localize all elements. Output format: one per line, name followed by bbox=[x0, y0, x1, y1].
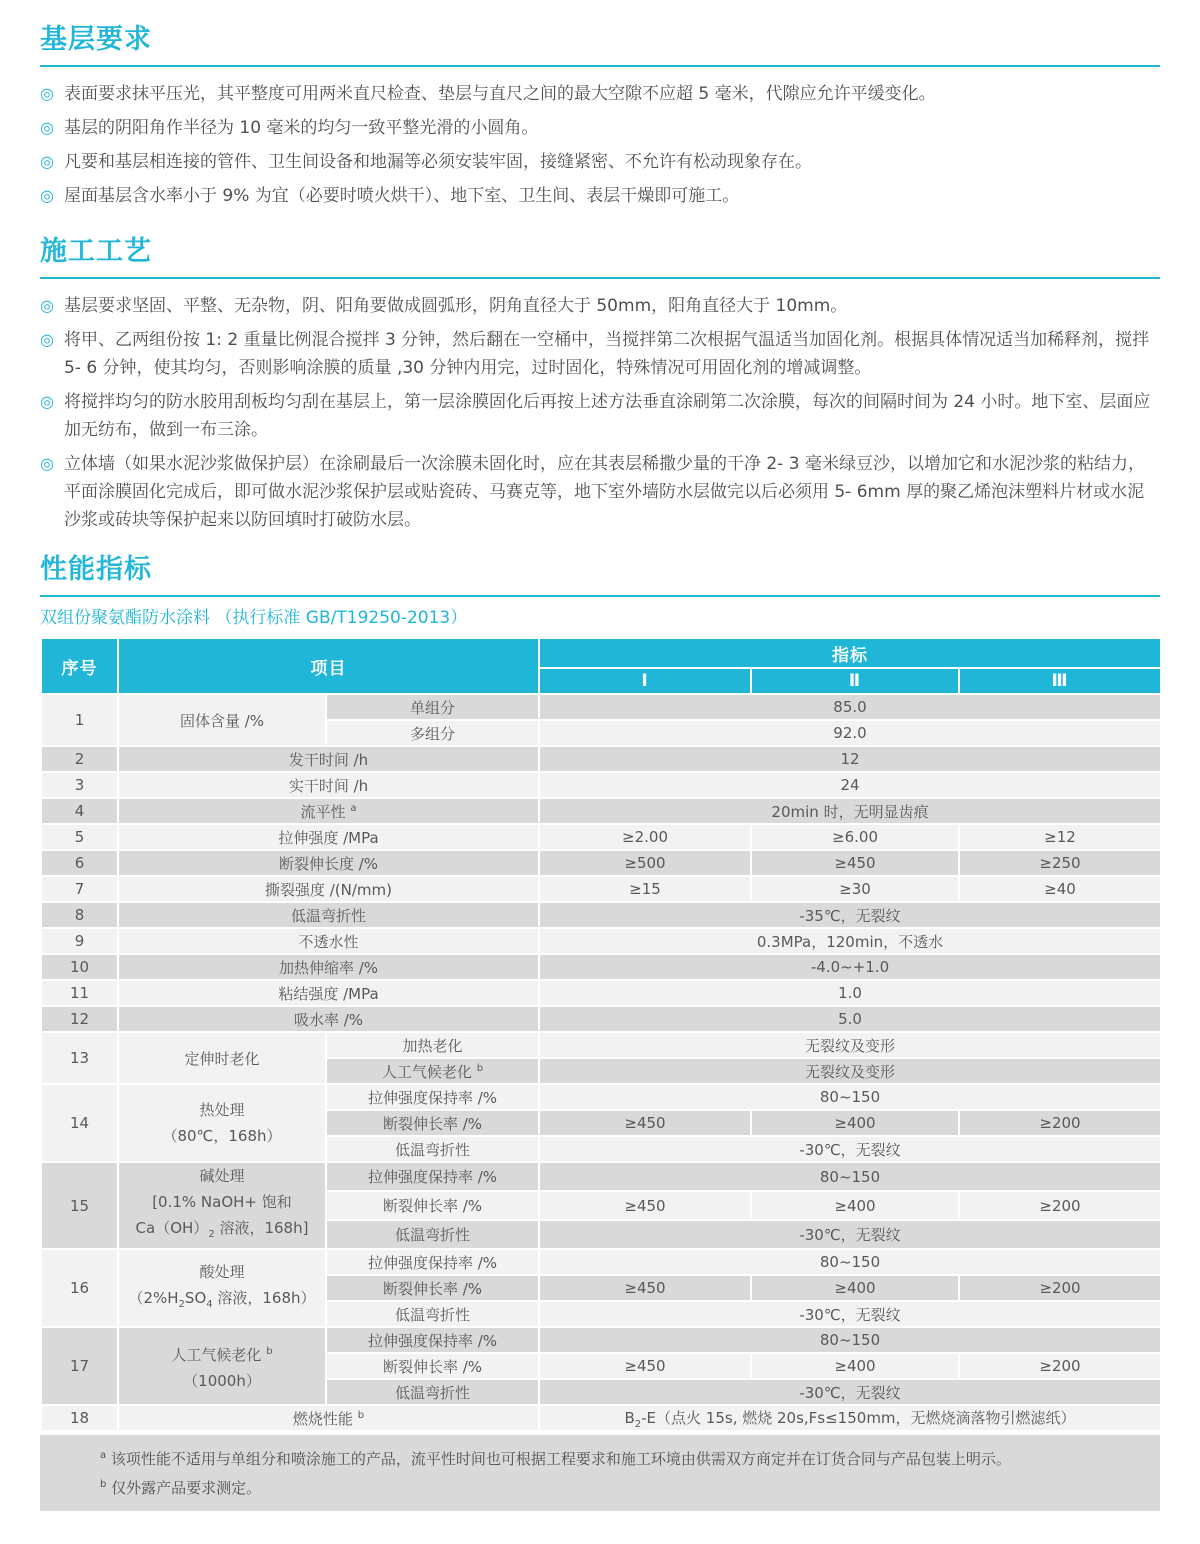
bullet-item bbox=[40, 388, 1160, 444]
chem-subscript: 2 bbox=[178, 1298, 185, 1310]
section-performance bbox=[40, 550, 1160, 1511]
r14-item-line-1: 热处理 bbox=[199, 1101, 245, 1119]
footnote-b-text: 仅外露产品要求测定。 bbox=[106, 1479, 262, 1497]
r2-seq: 2 bbox=[41, 746, 118, 772]
section-base-requirements bbox=[40, 20, 1160, 210]
r17-sub-3: 低温弯折性 bbox=[326, 1379, 539, 1405]
r9-item: 不透水性 bbox=[118, 928, 539, 954]
table-row bbox=[41, 876, 1161, 902]
r13-sub-1: 加热老化 bbox=[326, 1032, 539, 1058]
footnote-ref-b: b bbox=[476, 1062, 484, 1074]
r5-value-2: ≥6.00 bbox=[751, 824, 959, 850]
r17-sub-2: 断裂伸长率 /% bbox=[326, 1353, 539, 1379]
r12-seq: 12 bbox=[41, 1006, 118, 1032]
r16-item-line-1: 酸处理 bbox=[199, 1262, 245, 1281]
r4-value: 20min 时，无明显齿痕 bbox=[539, 798, 1161, 824]
table-row bbox=[41, 824, 1161, 850]
bullet-text: 基层的阴阳角作半径为 10 毫米的均匀一致平整光滑的小圆角。 bbox=[63, 118, 539, 138]
r17-item bbox=[118, 1327, 326, 1405]
ring-bullet-icon: ◎ bbox=[40, 296, 54, 315]
table-row bbox=[41, 1162, 1161, 1191]
r8-item: 低温弯折性 bbox=[118, 902, 539, 928]
r3-seq: 3 bbox=[41, 772, 118, 798]
r5-value-1: ≥2.00 bbox=[539, 824, 751, 850]
r15-item bbox=[118, 1162, 326, 1249]
r15-sub-1: 拉伸强度保持率 /% bbox=[326, 1162, 539, 1191]
r1-seq: 1 bbox=[41, 694, 118, 746]
ring-bullet-icon: ◎ bbox=[40, 186, 54, 205]
table-row bbox=[41, 1006, 1161, 1032]
table-footnotes bbox=[40, 1435, 1160, 1511]
r14-sub-2: 断裂伸长率 /% bbox=[326, 1110, 539, 1136]
r6-value-2: ≥450 bbox=[751, 850, 959, 876]
bullet-text: 凡要和基层相连接的管件、卫生间设备和地漏等必须安装牢固，接缝紧密、不允许有松动现象存在。 bbox=[63, 152, 812, 172]
r14-item-line-2: （80℃，168h） bbox=[162, 1127, 282, 1145]
r5-seq: 5 bbox=[41, 824, 118, 850]
footnote-marker-a: a bbox=[100, 1450, 107, 1461]
r14-sub-1: 拉伸强度保持率 /% bbox=[326, 1084, 539, 1110]
bullet-item bbox=[40, 450, 1160, 534]
footnote-ref-a: a bbox=[350, 802, 357, 814]
performance-spec-table bbox=[40, 637, 1162, 1432]
section-construction-process bbox=[40, 232, 1160, 534]
table-row bbox=[41, 1084, 1161, 1110]
r14-item bbox=[118, 1084, 326, 1162]
performance-subtitle: 双组份聚氨酯防水涂料 （执行标准 GB/T19250-2013） bbox=[40, 608, 468, 628]
bullet-text: 基层要求坚固、平整、无杂物，阴、阳角要做成圆弧形，阴角直径大于 50mm，阳角直径大于 10mm。 bbox=[63, 296, 848, 316]
footnote-a-text: 该项性能不适用与单组分和喷涂施工的产品，流平性时间也可根据工程要求和施工环境由供需双方商定并在订货合同与产品包装上明示。 bbox=[106, 1450, 1011, 1468]
r14-seq: 14 bbox=[41, 1084, 118, 1162]
r16-value-2b: ≥400 bbox=[751, 1275, 959, 1301]
header-grade-1: Ⅰ bbox=[539, 668, 751, 694]
r15-value-2b: ≥400 bbox=[751, 1191, 959, 1220]
r13-item: 定伸时老化 bbox=[118, 1032, 326, 1084]
r15-value-2a: ≥450 bbox=[539, 1191, 751, 1220]
r16-item-line-2c: 溶液，168h） bbox=[212, 1288, 316, 1307]
r16-seq: 16 bbox=[41, 1249, 118, 1327]
r16-item-line-2 bbox=[123, 1285, 321, 1318]
r14-sub-3: 低温弯折性 bbox=[326, 1136, 539, 1162]
r11-value: 1.0 bbox=[539, 980, 1161, 1006]
r18-value-b: -E（点火 15s, 燃烧 20s,Fs≤150mm，无燃烧滴落物引燃滤纸） bbox=[641, 1408, 1076, 1427]
r1-item: 固体含量 /% bbox=[118, 694, 326, 746]
ring-bullet-icon: ◎ bbox=[40, 152, 54, 171]
r13-value-1: 无裂纹及变形 bbox=[539, 1032, 1161, 1058]
r16-value-3: -30℃，无裂纹 bbox=[539, 1301, 1161, 1327]
r8-value: -35℃，无裂纹 bbox=[539, 902, 1161, 928]
footnote-marker-b: b bbox=[100, 1479, 107, 1490]
table-row bbox=[41, 1327, 1161, 1353]
r4-item bbox=[118, 798, 539, 824]
r6-value-1: ≥500 bbox=[539, 850, 751, 876]
r17-value-1: 80~150 bbox=[539, 1327, 1161, 1353]
r18-seq: 18 bbox=[41, 1405, 118, 1431]
table-row bbox=[41, 850, 1161, 876]
r16-sub-1: 拉伸强度保持率 /% bbox=[326, 1249, 539, 1275]
r3-item: 实干时间 /h bbox=[118, 772, 539, 798]
table-row bbox=[41, 954, 1161, 980]
r18-value bbox=[539, 1405, 1161, 1431]
r15-item-line-3 bbox=[123, 1215, 321, 1248]
r16-item-line-2b: SO bbox=[184, 1288, 207, 1307]
r15-seq: 15 bbox=[41, 1162, 118, 1249]
r13-sub-2 bbox=[326, 1058, 539, 1084]
r13-seq: 13 bbox=[41, 1032, 118, 1084]
r17-seq: 17 bbox=[41, 1327, 118, 1405]
footnote-ref-b: b bbox=[266, 1345, 273, 1357]
r2-value: 12 bbox=[539, 746, 1161, 772]
table-row bbox=[41, 798, 1161, 824]
r16-sub-3: 低温弯折性 bbox=[326, 1301, 539, 1327]
chem-subscript: 2 bbox=[208, 1229, 215, 1240]
r8-seq: 8 bbox=[41, 902, 118, 928]
r17-value-2a: ≥450 bbox=[539, 1353, 751, 1379]
r14-value-2b: ≥400 bbox=[751, 1110, 959, 1136]
bullet-text: 将甲、乙两组份按 1: 2 重量比例混合搅拌 3 分钟，然后翻在一空桶中，当搅拌第二次根据气温适当加固化剂。根据具体情况适当加稀释剂，搅拌 5- 6 分钟，使其均匀，否则影响涂膜的质量 ,30 分钟内用完，过时固化，特殊情况可用固化剂的增减调整。 bbox=[63, 330, 1150, 378]
bullet-item bbox=[40, 292, 1160, 320]
header-indicator: 指标 bbox=[539, 638, 1161, 668]
r5-value-3: ≥12 bbox=[959, 824, 1161, 850]
r15-value-2c: ≥200 bbox=[959, 1191, 1161, 1220]
ring-bullet-icon: ◎ bbox=[40, 454, 54, 473]
header-grade-3: Ⅲ bbox=[959, 668, 1161, 694]
r17-sub-1: 拉伸强度保持率 /% bbox=[326, 1327, 539, 1353]
bullet-item bbox=[40, 114, 1160, 142]
r16-sub-2: 断裂伸长率 /% bbox=[326, 1275, 539, 1301]
r10-value: -4.0~+1.0 bbox=[539, 954, 1161, 980]
table-row bbox=[41, 902, 1161, 928]
r2-item: 发干时间 /h bbox=[118, 746, 539, 772]
r5-item: 拉伸强度 /MPa bbox=[118, 824, 539, 850]
bullet-list-base bbox=[40, 80, 1160, 210]
r7-seq: 7 bbox=[41, 876, 118, 902]
ring-bullet-icon: ◎ bbox=[40, 392, 54, 411]
r18-value-a: B bbox=[624, 1408, 635, 1427]
bullet-text: 表面要求抹平压光，其平整度可用两米直尺检查、垫层与直尺之间的最大空隙不应超 5 毫米，代隙应允许平缓变化。 bbox=[63, 84, 936, 104]
r15-item-line-3b: 溶液，168h] bbox=[214, 1219, 309, 1237]
r14-value-3: -30℃，无裂纹 bbox=[539, 1136, 1161, 1162]
bullet-item bbox=[40, 326, 1160, 382]
r13-value-2: 无裂纹及变形 bbox=[539, 1058, 1161, 1084]
r17-item-line-1 bbox=[123, 1339, 321, 1368]
r11-item: 粘结强度 /MPa bbox=[118, 980, 539, 1006]
footnote-a bbox=[100, 1443, 1140, 1472]
table-row bbox=[41, 980, 1161, 1006]
r14-value-2a: ≥450 bbox=[539, 1110, 751, 1136]
section-title-process: 施工工艺 bbox=[40, 232, 1160, 279]
bullet-list-process bbox=[40, 292, 1160, 534]
r16-item bbox=[118, 1249, 326, 1327]
r18-item-text: 燃烧性能 bbox=[292, 1409, 358, 1428]
table-row bbox=[41, 1249, 1161, 1275]
r17-value-2c: ≥200 bbox=[959, 1353, 1161, 1379]
r9-seq: 9 bbox=[41, 928, 118, 954]
r7-value-2: ≥30 bbox=[751, 876, 959, 902]
r17-value-2b: ≥400 bbox=[751, 1353, 959, 1379]
footnote-ref-b: b bbox=[357, 1409, 365, 1421]
r17-item-line-1a: 人工气候老化 bbox=[171, 1345, 267, 1364]
r6-value-3: ≥250 bbox=[959, 850, 1161, 876]
table-header-row-1 bbox=[41, 638, 1161, 668]
r14-value-1: 80~150 bbox=[539, 1084, 1161, 1110]
r15-value-1: 80~150 bbox=[539, 1162, 1161, 1191]
table-row bbox=[41, 1405, 1161, 1431]
bullet-text: 将搅拌均匀的防水胶用刮板均匀刮在基层上，第一层涂膜固化后再按上述方法垂直涂刷第二次涂膜，每次的间隔时间为 24 小时。地下室、层面应加无纺布，做到一布三涂。 bbox=[63, 392, 1151, 440]
section-title-base: 基层要求 bbox=[40, 20, 1160, 67]
r7-item: 撕裂强度 /(N/mm) bbox=[118, 876, 539, 902]
bullet-item bbox=[40, 182, 1160, 210]
header-item: 项目 bbox=[118, 638, 539, 694]
table-row bbox=[41, 1032, 1161, 1058]
r16-value-2c: ≥200 bbox=[959, 1275, 1161, 1301]
r15-sub-2: 断裂伸长率 /% bbox=[326, 1191, 539, 1220]
r6-item: 断裂伸长度 /% bbox=[118, 850, 539, 876]
r4-item-text: 流平性 bbox=[300, 802, 351, 821]
r10-seq: 10 bbox=[41, 954, 118, 980]
r12-value: 5.0 bbox=[539, 1006, 1161, 1032]
table-row bbox=[41, 772, 1161, 798]
r10-item: 加热伸缩率 /% bbox=[118, 954, 539, 980]
r15-value-3: -30℃，无裂纹 bbox=[539, 1220, 1161, 1249]
r15-sub-3: 低温弯折性 bbox=[326, 1220, 539, 1249]
r7-value-1: ≥15 bbox=[539, 876, 751, 902]
r1-sub-1: 单组分 bbox=[326, 694, 539, 720]
bullet-text: 屋面基层含水率小于 9% 为宜（必要时喷火烘干）、地下室、卫生间、表层干燥即可施工。 bbox=[63, 186, 740, 206]
r14-value-2c: ≥200 bbox=[959, 1110, 1161, 1136]
r3-value: 24 bbox=[539, 772, 1161, 798]
chem-subscript: 4 bbox=[206, 1298, 213, 1310]
r9-value: 0.3MPa，120min，不透水 bbox=[539, 928, 1161, 954]
r1-sub-2: 多组分 bbox=[326, 720, 539, 746]
r13-sub-2-text: 人工气候老化 bbox=[381, 1062, 477, 1081]
r17-value-3: -30℃，无裂纹 bbox=[539, 1379, 1161, 1405]
r16-item-line-2a: （2%H bbox=[128, 1288, 179, 1307]
r17-item-line-2: （1000h） bbox=[183, 1371, 261, 1390]
ring-bullet-icon: ◎ bbox=[40, 84, 54, 103]
r11-seq: 11 bbox=[41, 980, 118, 1006]
r16-value-2a: ≥450 bbox=[539, 1275, 751, 1301]
r12-item: 吸水率 /% bbox=[118, 1006, 539, 1032]
section-title-performance: 性能指标 bbox=[40, 550, 1160, 597]
table-row bbox=[41, 746, 1161, 772]
r15-item-line-1: 碱处理 bbox=[199, 1167, 245, 1185]
r15-item-line-3a: Ca（OH） bbox=[135, 1219, 209, 1237]
header-grade-2: Ⅱ bbox=[751, 668, 959, 694]
footnote-b bbox=[100, 1472, 1140, 1501]
r7-value-3: ≥40 bbox=[959, 876, 1161, 902]
r1-value-1: 85.0 bbox=[539, 694, 1161, 720]
table-row bbox=[41, 694, 1161, 720]
bullet-item bbox=[40, 148, 1160, 176]
r18-item bbox=[118, 1405, 539, 1431]
r4-seq: 4 bbox=[41, 798, 118, 824]
ring-bullet-icon: ◎ bbox=[40, 330, 54, 349]
r6-seq: 6 bbox=[41, 850, 118, 876]
header-seq: 序号 bbox=[41, 638, 118, 694]
r16-value-1: 80~150 bbox=[539, 1249, 1161, 1275]
chem-subscript: 2 bbox=[634, 1418, 642, 1430]
r1-value-2: 92.0 bbox=[539, 720, 1161, 746]
bullet-item bbox=[40, 80, 1160, 108]
ring-bullet-icon: ◎ bbox=[40, 118, 54, 137]
r15-item-line-2: [0.1% NaOH+ 饱和 bbox=[152, 1193, 292, 1211]
table-row bbox=[41, 928, 1161, 954]
bullet-text: 立体墙（如果水泥沙浆做保护层）在涂刷最后一次涂膜未固化时，应在其表层稀撒少量的干净 2- 3 毫米绿豆沙，以增加它和水泥沙浆的粘结力，平面涂膜固化完成后，即可做水泥沙浆保护层或贴瓷砖、马赛克等，地下室外墙防水层做完以后必须用 5- 6mm 厚的聚乙烯泡沫塑料片材或水泥沙浆或砖块等保护起来以防回填时打破防水层。 bbox=[63, 454, 1145, 530]
